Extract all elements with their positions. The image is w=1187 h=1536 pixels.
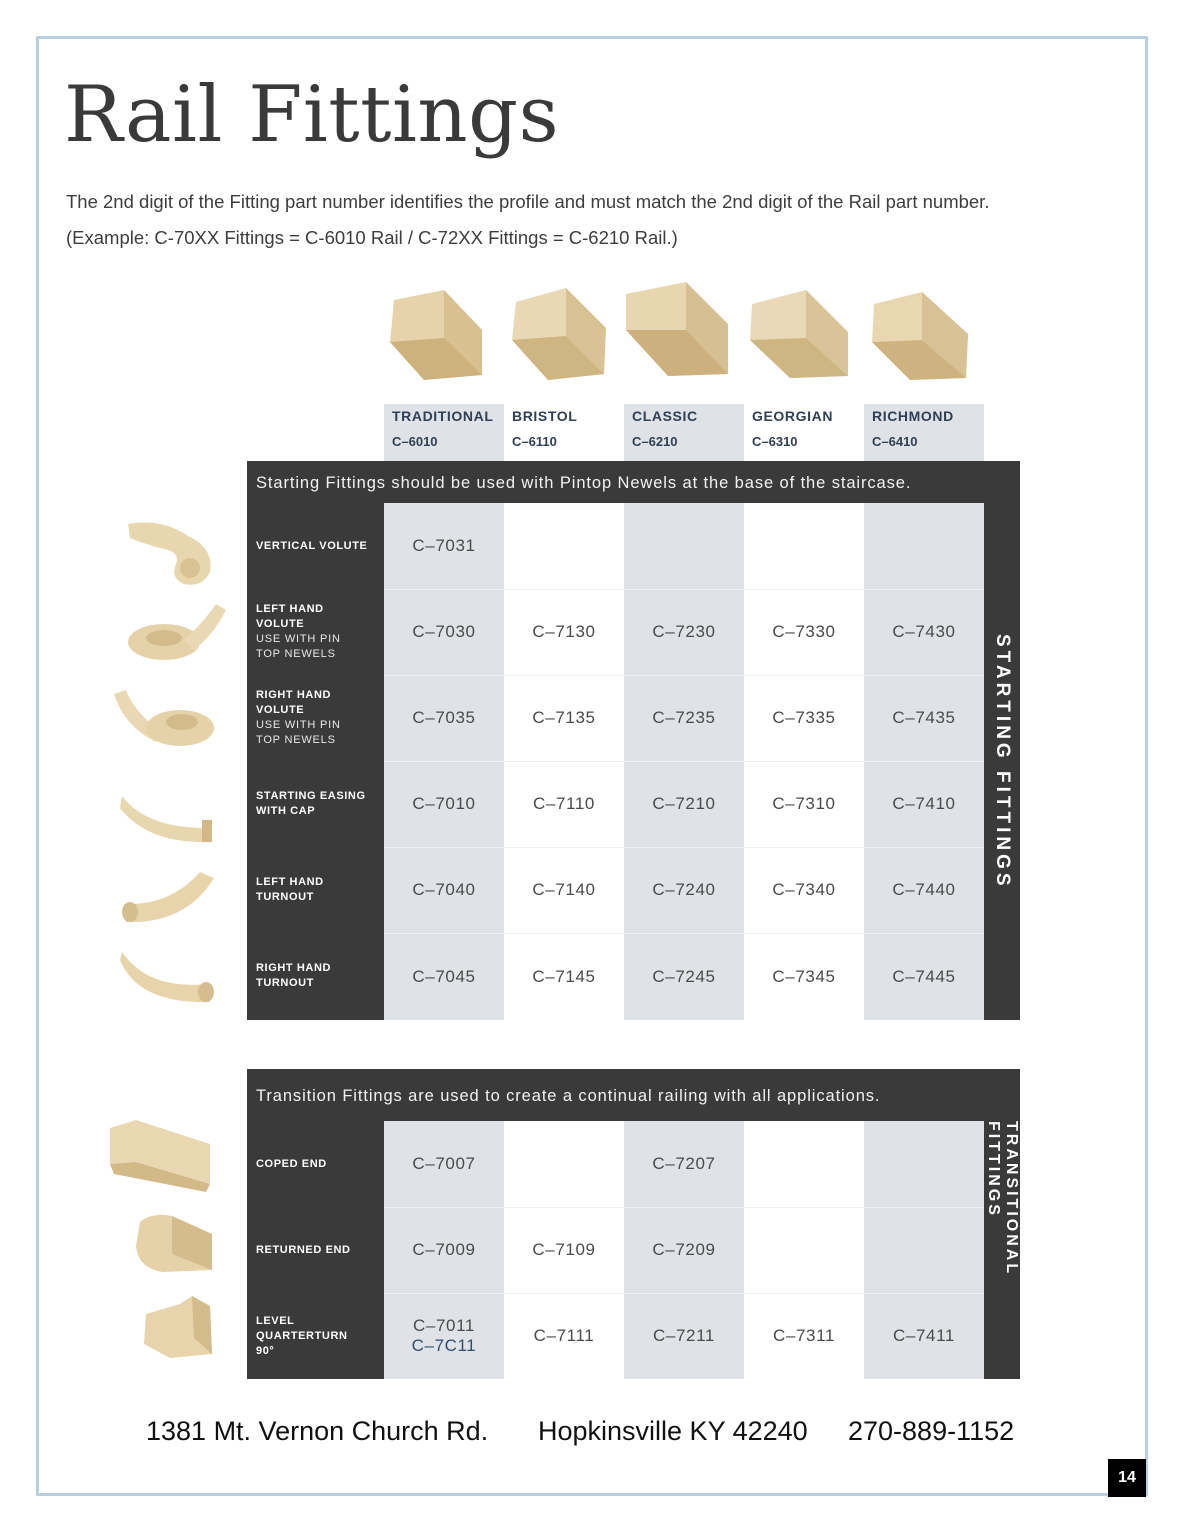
part-number-cell: C–7345 (744, 933, 864, 1020)
starting-fittings-table (247, 461, 1020, 1020)
part-number-cell (744, 1121, 864, 1207)
part-number-cell: C–7010 (384, 761, 504, 847)
starting-easing-image (118, 784, 214, 846)
row-label: RIGHT HAND TURNOUT (256, 962, 332, 989)
part-number-cell: C–7240 (624, 847, 744, 933)
alt-part-number: C–7C11 (411, 1336, 477, 1355)
richmond-rail-image (864, 280, 984, 395)
vertical-volute-image (122, 514, 218, 588)
footer-phone: 270-889-1152 (848, 1416, 1015, 1446)
row-label: RIGHT HAND VOLUTE USE WITH PIN TOP NEWELS (256, 689, 341, 746)
part-number-cell: C–7330 (744, 589, 864, 675)
table-row (247, 1121, 1020, 1207)
row-divider (384, 675, 984, 676)
part-number-cell: C–7435 (864, 675, 984, 761)
column-header-classic: CLASSIC C–6210 (624, 404, 744, 462)
row-divider (384, 933, 984, 934)
table-row (247, 847, 1020, 933)
row-divider (384, 761, 984, 762)
table-row (247, 761, 1020, 847)
part-number-cell: C–7340 (744, 847, 864, 933)
transitional-fittings-side-label: TRANSITIONAL FITTINGS (985, 1121, 1020, 1276)
page-number: 14 (1108, 1459, 1146, 1497)
part-number-cell: C–7135 (504, 675, 624, 761)
column-header-traditional: TRADITIONAL C–6010 (384, 404, 504, 462)
part-number-cell: C–7109 (504, 1207, 624, 1293)
part-number-cell: C–7230 (624, 589, 744, 675)
profile-column-headers (384, 404, 984, 462)
right-hand-turnout-image (118, 944, 216, 1006)
coped-end-image (106, 1118, 216, 1194)
column-header-georgian: GEORGIAN C–6310 (752, 408, 834, 449)
transition-fittings-table (247, 1069, 1020, 1379)
footer-city: Hopkinsville KY 42240 (538, 1416, 808, 1446)
row-divider (384, 1207, 984, 1208)
row-label: LEFT HAND TURNOUT (256, 876, 324, 903)
part-number-cell (624, 503, 744, 589)
footer-address: 1381 Mt. Vernon Church Rd. (146, 1416, 489, 1446)
row-divider (384, 589, 984, 590)
part-number-cell: C–7007 (384, 1121, 504, 1207)
part-number-cell (864, 503, 984, 589)
part-number-cell: C–7311 (744, 1293, 864, 1379)
bristol-rail-image (504, 280, 624, 395)
row-label: LEVEL QUARTERTURN 90° (256, 1314, 348, 1357)
part-number-cell: C–7110 (504, 761, 624, 847)
part-number-cell (744, 1207, 864, 1293)
table-row (247, 589, 1020, 675)
part-number-cell: C–7440 (864, 847, 984, 933)
intro-text (66, 184, 989, 256)
column-header-bristol: BRISTOL C–6110 (512, 408, 578, 449)
part-number-cell: C–7245 (624, 933, 744, 1020)
part-number-cell: C–7130 (504, 589, 624, 675)
part-number-cell: C–7430 (864, 589, 984, 675)
intro-line-1: The 2nd digit of the Fitting part number identifies the profile and must match the 2nd digit of the Rail part number. (66, 191, 990, 212)
traditional-rail-image (384, 280, 504, 395)
part-number-cell: C–7211 (624, 1293, 744, 1379)
row-divider (384, 1293, 984, 1294)
part-number-cell: C–7009 (384, 1207, 504, 1293)
row-label: RETURNED END (256, 1243, 351, 1256)
transition-fittings-banner: Transition Fittings are used to create a continual railing with all applications. (256, 1087, 881, 1105)
starting-fittings-banner: Starting Fittings should be used with Pintop Newels at the base of the staircase. (256, 474, 912, 492)
part-number-cell (384, 1293, 504, 1379)
part-number-cell: C–7210 (624, 761, 744, 847)
part-number-cell: C–7140 (504, 847, 624, 933)
row-divider (384, 847, 984, 848)
table-row (247, 503, 1020, 589)
classic-rail-image (624, 280, 744, 395)
part-number-cell (504, 1121, 624, 1207)
table-row (247, 675, 1020, 761)
left-hand-volute-image (124, 600, 228, 666)
part-number-cell: C–7310 (744, 761, 864, 847)
part-number-cell (864, 1207, 984, 1293)
part-number-cell: C–7111 (504, 1293, 624, 1379)
page-title: Rail Fittings (64, 70, 560, 160)
part-number-cell: C–7235 (624, 675, 744, 761)
level-quarterturn-image (140, 1294, 216, 1362)
row-label: COPED END (256, 1157, 327, 1170)
table-row (247, 1207, 1020, 1293)
part-number-cell: C–7411 (864, 1293, 984, 1379)
table-row (247, 933, 1020, 1020)
right-hand-volute-image (112, 686, 218, 752)
part-number-cell (744, 503, 864, 589)
part-number-cell (504, 503, 624, 589)
row-label: STARTING EASING WITH CAP (256, 790, 366, 817)
part-number-cell: C–7445 (864, 933, 984, 1020)
part-number-cell: C–7030 (384, 589, 504, 675)
table-row (247, 1293, 1020, 1379)
starting-fittings-side-label: STARTING FITTINGS (992, 633, 1013, 890)
row-label: LEFT HAND VOLUTE USE WITH PIN TOP NEWELS (256, 603, 341, 660)
part-number: C–7011 (413, 1316, 475, 1335)
part-number-cell: C–7035 (384, 675, 504, 761)
returned-end-image (132, 1212, 216, 1278)
part-number-cell: C–7207 (624, 1121, 744, 1207)
rail-profile-images (384, 280, 984, 395)
part-number-cell: C–7045 (384, 933, 504, 1020)
part-number-cell: C–7040 (384, 847, 504, 933)
column-header-richmond: RICHMOND C–6410 (864, 404, 984, 462)
part-number-cell (864, 1121, 984, 1207)
left-hand-turnout-image (120, 866, 218, 926)
part-number-cell: C–7031 (384, 503, 504, 589)
intro-line-2: (Example: C-70XX Fittings = C-6010 Rail / C-72XX Fittings = C-6210 Rail.) (66, 227, 678, 248)
georgian-rail-image (744, 280, 864, 395)
part-number-cell: C–7145 (504, 933, 624, 1020)
part-number-cell: C–7209 (624, 1207, 744, 1293)
row-label: VERTICAL VOLUTE (256, 539, 368, 552)
part-number-cell: C–7335 (744, 675, 864, 761)
part-number-cell: C–7410 (864, 761, 984, 847)
